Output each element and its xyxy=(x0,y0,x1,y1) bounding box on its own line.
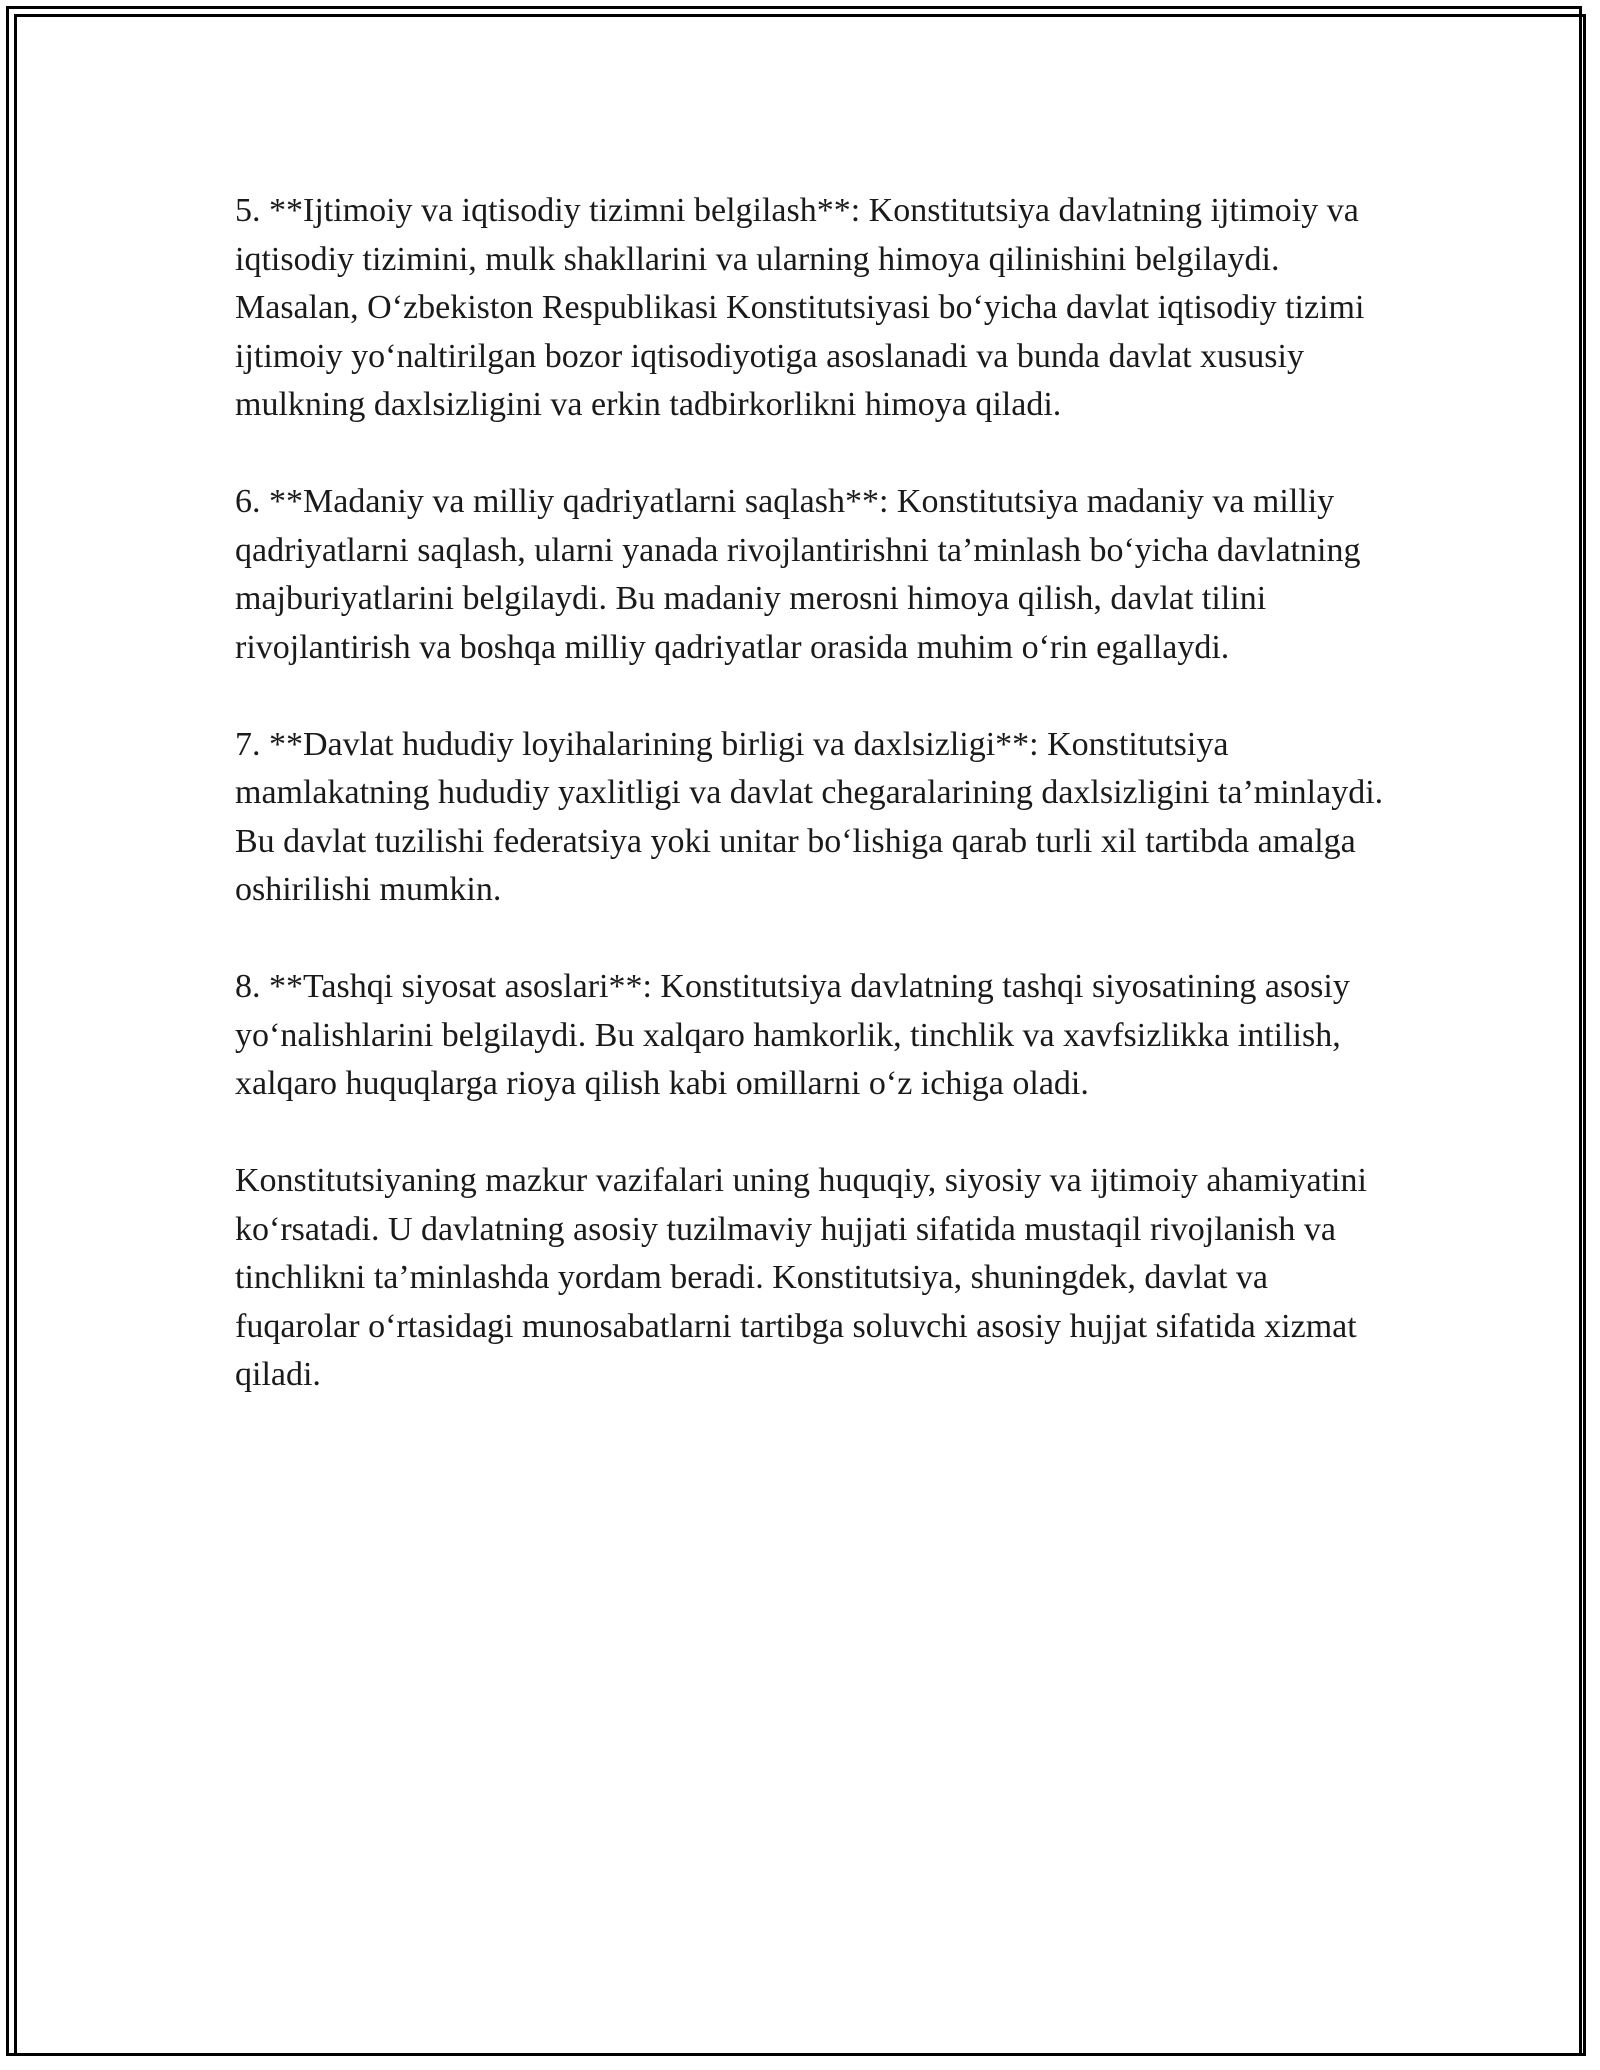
paragraph-item-8: 8. **Tashqi siyosat asoslari**: Konstitutsiya davlatning tashqi siyosatining asosiy yo‘nalishlarini belgilaydi. Bu xalqaro hamkorlik, tinchlik va xavfsizlikka intilish, xalqaro huquqlarga rioya qilish kabi omillarni o‘z ichiga oladi. xyxy=(235,968,1350,1102)
paragraph-conclusion: Konstitutsiyaning mazkur vazifalari uning huquqiy, siyosiy va ijtimoiy ahamiyatini ko‘rsatadi. U davlatning asosiy tuzilmaviy hujjati sifatida mustaqil rivojlanish va tinchlikni ta’minlashda yordam beradi. Konstitutsiya, shuningdek, davlat va fuqarolar o‘rtasidagi munosabatlarni tartibga soluvchi asosiy hujjat sifatida xizmat qiladi. xyxy=(235,1162,1367,1393)
paragraph-item-7: 7. **Davlat hududiy loyihalarining birligi va daxlsizligi**: Konstitutsiya mamlakatning hududiy yaxlitligi va davlat chegaralarining daxlsizligini ta’minlaydi. Bu davlat tuzilishi federatsiya yoki unitar bo‘lishiga qarab turli xil tartibda amalga oshirilishi mumkin. xyxy=(235,725,1384,908)
document-body xyxy=(235,187,1395,1400)
paragraph-item-5: 5. **Ijtimoiy va iqtisodiy tizimni belgilash**: Konstitutsiya davlatning ijtimoiy va iqtisodiy tizimini, mulk shakllarini va ularning himoya qilinishini belgilaydi. Masalan, O‘zbekiston Respublikasi Konstitutsiyasi bo‘yicha davlat iqtisodiy tizimi ijtimoiy yo‘naltirilgan bozor iqtisodiyotiga asoslanadi va bunda davlat xususiy mulkning daxlsizligini va erkin tadbirkorlikni himoya qiladi. xyxy=(235,192,1365,423)
paragraph-item-6: 6. **Madaniy va milliy qadriyatlarni saqlash**: Konstitutsiya madaniy va milliy qadriyatlarni saqlash, ularni yanada rivojlantirishni ta’minlash bo‘yicha davlatning majburiyatlarini belgilaydi. Bu madaniy merosni himoya qilish, davlat tilini rivojlantirish va boshqa milliy qadriyatlar orasida muhim o‘rin egallaydi. xyxy=(235,483,1361,666)
